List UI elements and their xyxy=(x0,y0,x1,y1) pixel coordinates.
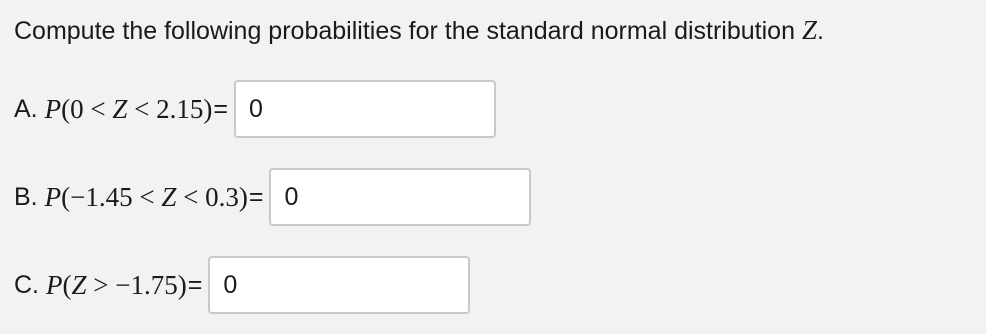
part-b-letter: B. xyxy=(14,182,38,211)
part-c-expression: P(Z > −1.75) xyxy=(46,269,187,300)
part-a-answer-input[interactable] xyxy=(234,80,496,138)
prompt-text: Compute the following probabilities for the standard normal distribution xyxy=(14,17,795,45)
part-c-equals: = xyxy=(187,270,203,299)
part-c-letter: C. xyxy=(14,270,39,299)
part-a-equals: = xyxy=(213,94,228,123)
part-b-answer-input[interactable] xyxy=(269,168,531,226)
part-a-row xyxy=(14,80,496,138)
part-c-row xyxy=(14,256,470,314)
prompt-period: . xyxy=(816,17,824,45)
part-a-expression: P(0 < Z < 2.15) xyxy=(44,93,213,124)
part-b-expression: P(−1.45 < Z < 0.3) xyxy=(44,181,248,212)
prompt-variable: Z xyxy=(801,15,817,45)
part-b-equals: = xyxy=(248,182,264,211)
part-b-row xyxy=(14,168,531,226)
question-prompt xyxy=(14,12,824,49)
part-a-letter: A. xyxy=(14,94,38,123)
part-c-answer-input[interactable] xyxy=(208,256,470,314)
